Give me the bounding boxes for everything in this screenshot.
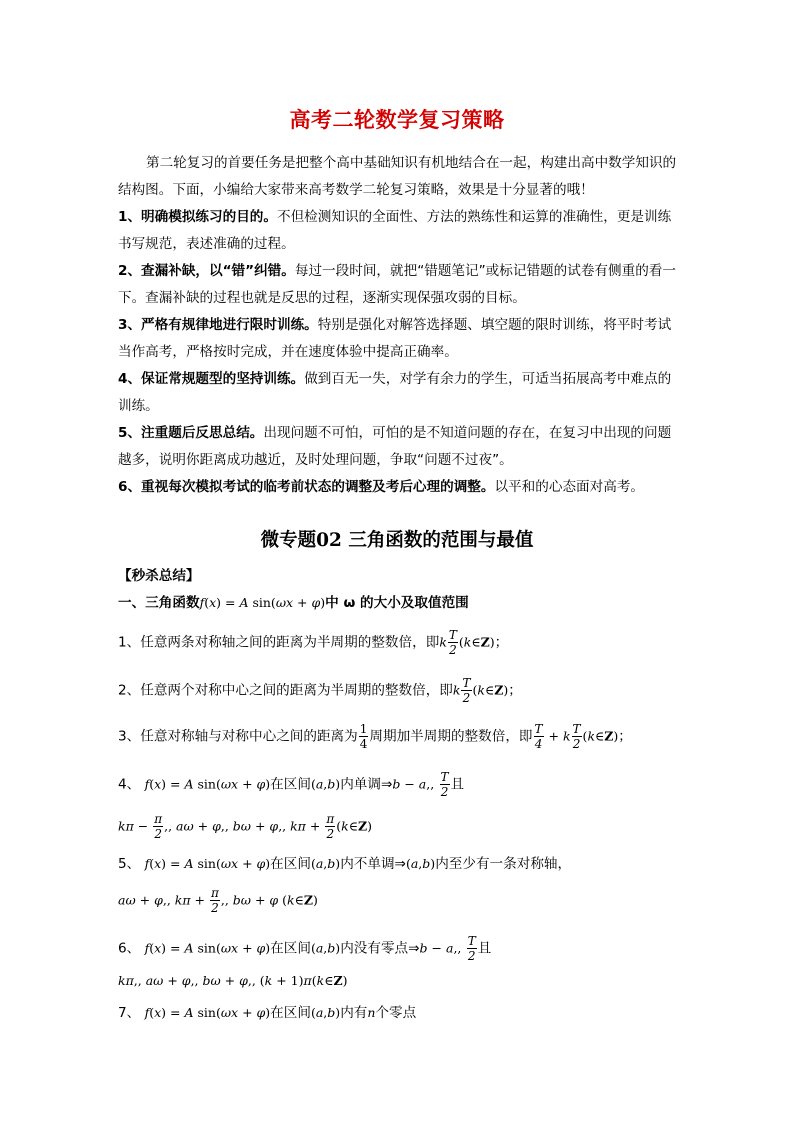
rule-4-formula: kπ − $\frac{\pi}{2}$ ,, aω + φ,, bω + φ,, kπ + $\frac{\pi}{2}$ (k∈Z)	[118, 812, 372, 841]
section-1-heading: 一、三角函数f(x) = A sin(ωx + φ)中 ω 的大小及取值范围	[118, 595, 469, 611]
strategy-text: 以平和的心态面对高考。	[494, 479, 645, 495]
strategy-text: 每过一段时间，就把“错题笔记”或标记错题的试卷有侧重的看一下。查漏补缺的过程也就是反思的过程，逐渐实现保强攻弱的目标。	[118, 263, 676, 306]
rule-5-formula: aω + φ,, kπ + $\frac{\pi}{2}$ ,, bω + φ (k∈Z)	[118, 886, 318, 915]
strategy-item-3	[118, 312, 678, 366]
doc-title: 高考二轮数学复习策略	[289, 108, 505, 132]
strategy-head: 2、查漏补缺，以“错”纠错。	[118, 263, 295, 279]
strategy-head: 5、注重题后反思总结。	[118, 425, 264, 441]
rule-6-formula: kπ,, aω + φ,, bω + φ,, (k + 1)π(k∈Z)	[118, 973, 348, 988]
strategy-item-5	[118, 420, 678, 474]
summary-label: 【秒杀总结】	[118, 568, 200, 584]
strategy-head: 6、重视每次模拟考试的临考前状态的调整及考后心理的调整。	[118, 479, 495, 495]
strategy-item-1	[118, 204, 678, 258]
strategy-head: 4、保证常规题型的坚持训练。	[118, 371, 305, 387]
strategy-text: 做到百无一失，对学有余力的学生，可适当拓展高考中难点的训练。	[118, 371, 672, 414]
rule-5: 5、 f(x) = A sin(ωx + φ)在区间(a,b)内不单调⇒(a,b)内至少有一条对称轴，	[118, 856, 572, 872]
rule-2: 2、任意两个对称中心之间的距离为半周期的整数倍，即k $\frac{T}{2}$ (k∈Z)；	[118, 676, 522, 705]
strategy-item-2	[118, 258, 678, 312]
rule-1: 1、任意两条对称轴之间的距离为半周期的整数倍，即k $\frac{T}{2}$ (k∈Z)；	[118, 628, 509, 657]
rule-6: 6、 f(x) = A sin(ωx + φ)在区间(a,b)内没有零点⇒b − a,, $\frac{T}{2}$ 且	[118, 934, 492, 963]
strategy-head: 1、明确模拟练习的目的。	[118, 209, 277, 225]
strategy-item-6	[118, 474, 678, 501]
rule-7: 7、 f(x) = A sin(ωx + φ)在区间(a,b)内有n个零点	[118, 1005, 417, 1021]
topic-title: 微专题02 三角函数的范围与最值	[260, 530, 534, 551]
rule-3: 3、任意对称轴与对称中心之间的距离为 $\frac{1}{4}$ 周期加半周期的整数倍，即 $\frac{T}{4}$ + k $\frac{T}{2}$ (k∈Z)；	[118, 722, 632, 751]
strategy-item-4	[118, 366, 678, 420]
strategy-text: 出现问题不可怕，可怕的是不知道问题的存在，在复习中出现的问题越多，说明你距离成功越近，及时处理问题，争取“问题不过夜”。	[118, 425, 672, 468]
strategy-text: 特别是强化对解答选择题、填空题的限时训练，将平时考试当作高考，严格按时完成，并在速度体验中提高正确率。	[118, 317, 672, 360]
intro-paragraph: 第二轮复习的首要任务是把整个高中基础知识有机地结合在一起，构建出高中数学知识的结构图。下面，小编给大家带来高考数学二轮复习策略，效果是十分显著的哦！	[118, 155, 677, 198]
rule-4: 4、 f(x) = A sin(ωx + φ)在区间(a,b)内单调⇒b − a,, $\frac{T}{2}$ 且	[118, 770, 465, 799]
strategy-head: 3、严格有规律地进行限时训练。	[118, 317, 318, 333]
strategy-text: 不但检测知识的全面性、方法的熟练性和运算的准确性，更是训练书写规范，表述准确的过程。	[118, 209, 672, 252]
